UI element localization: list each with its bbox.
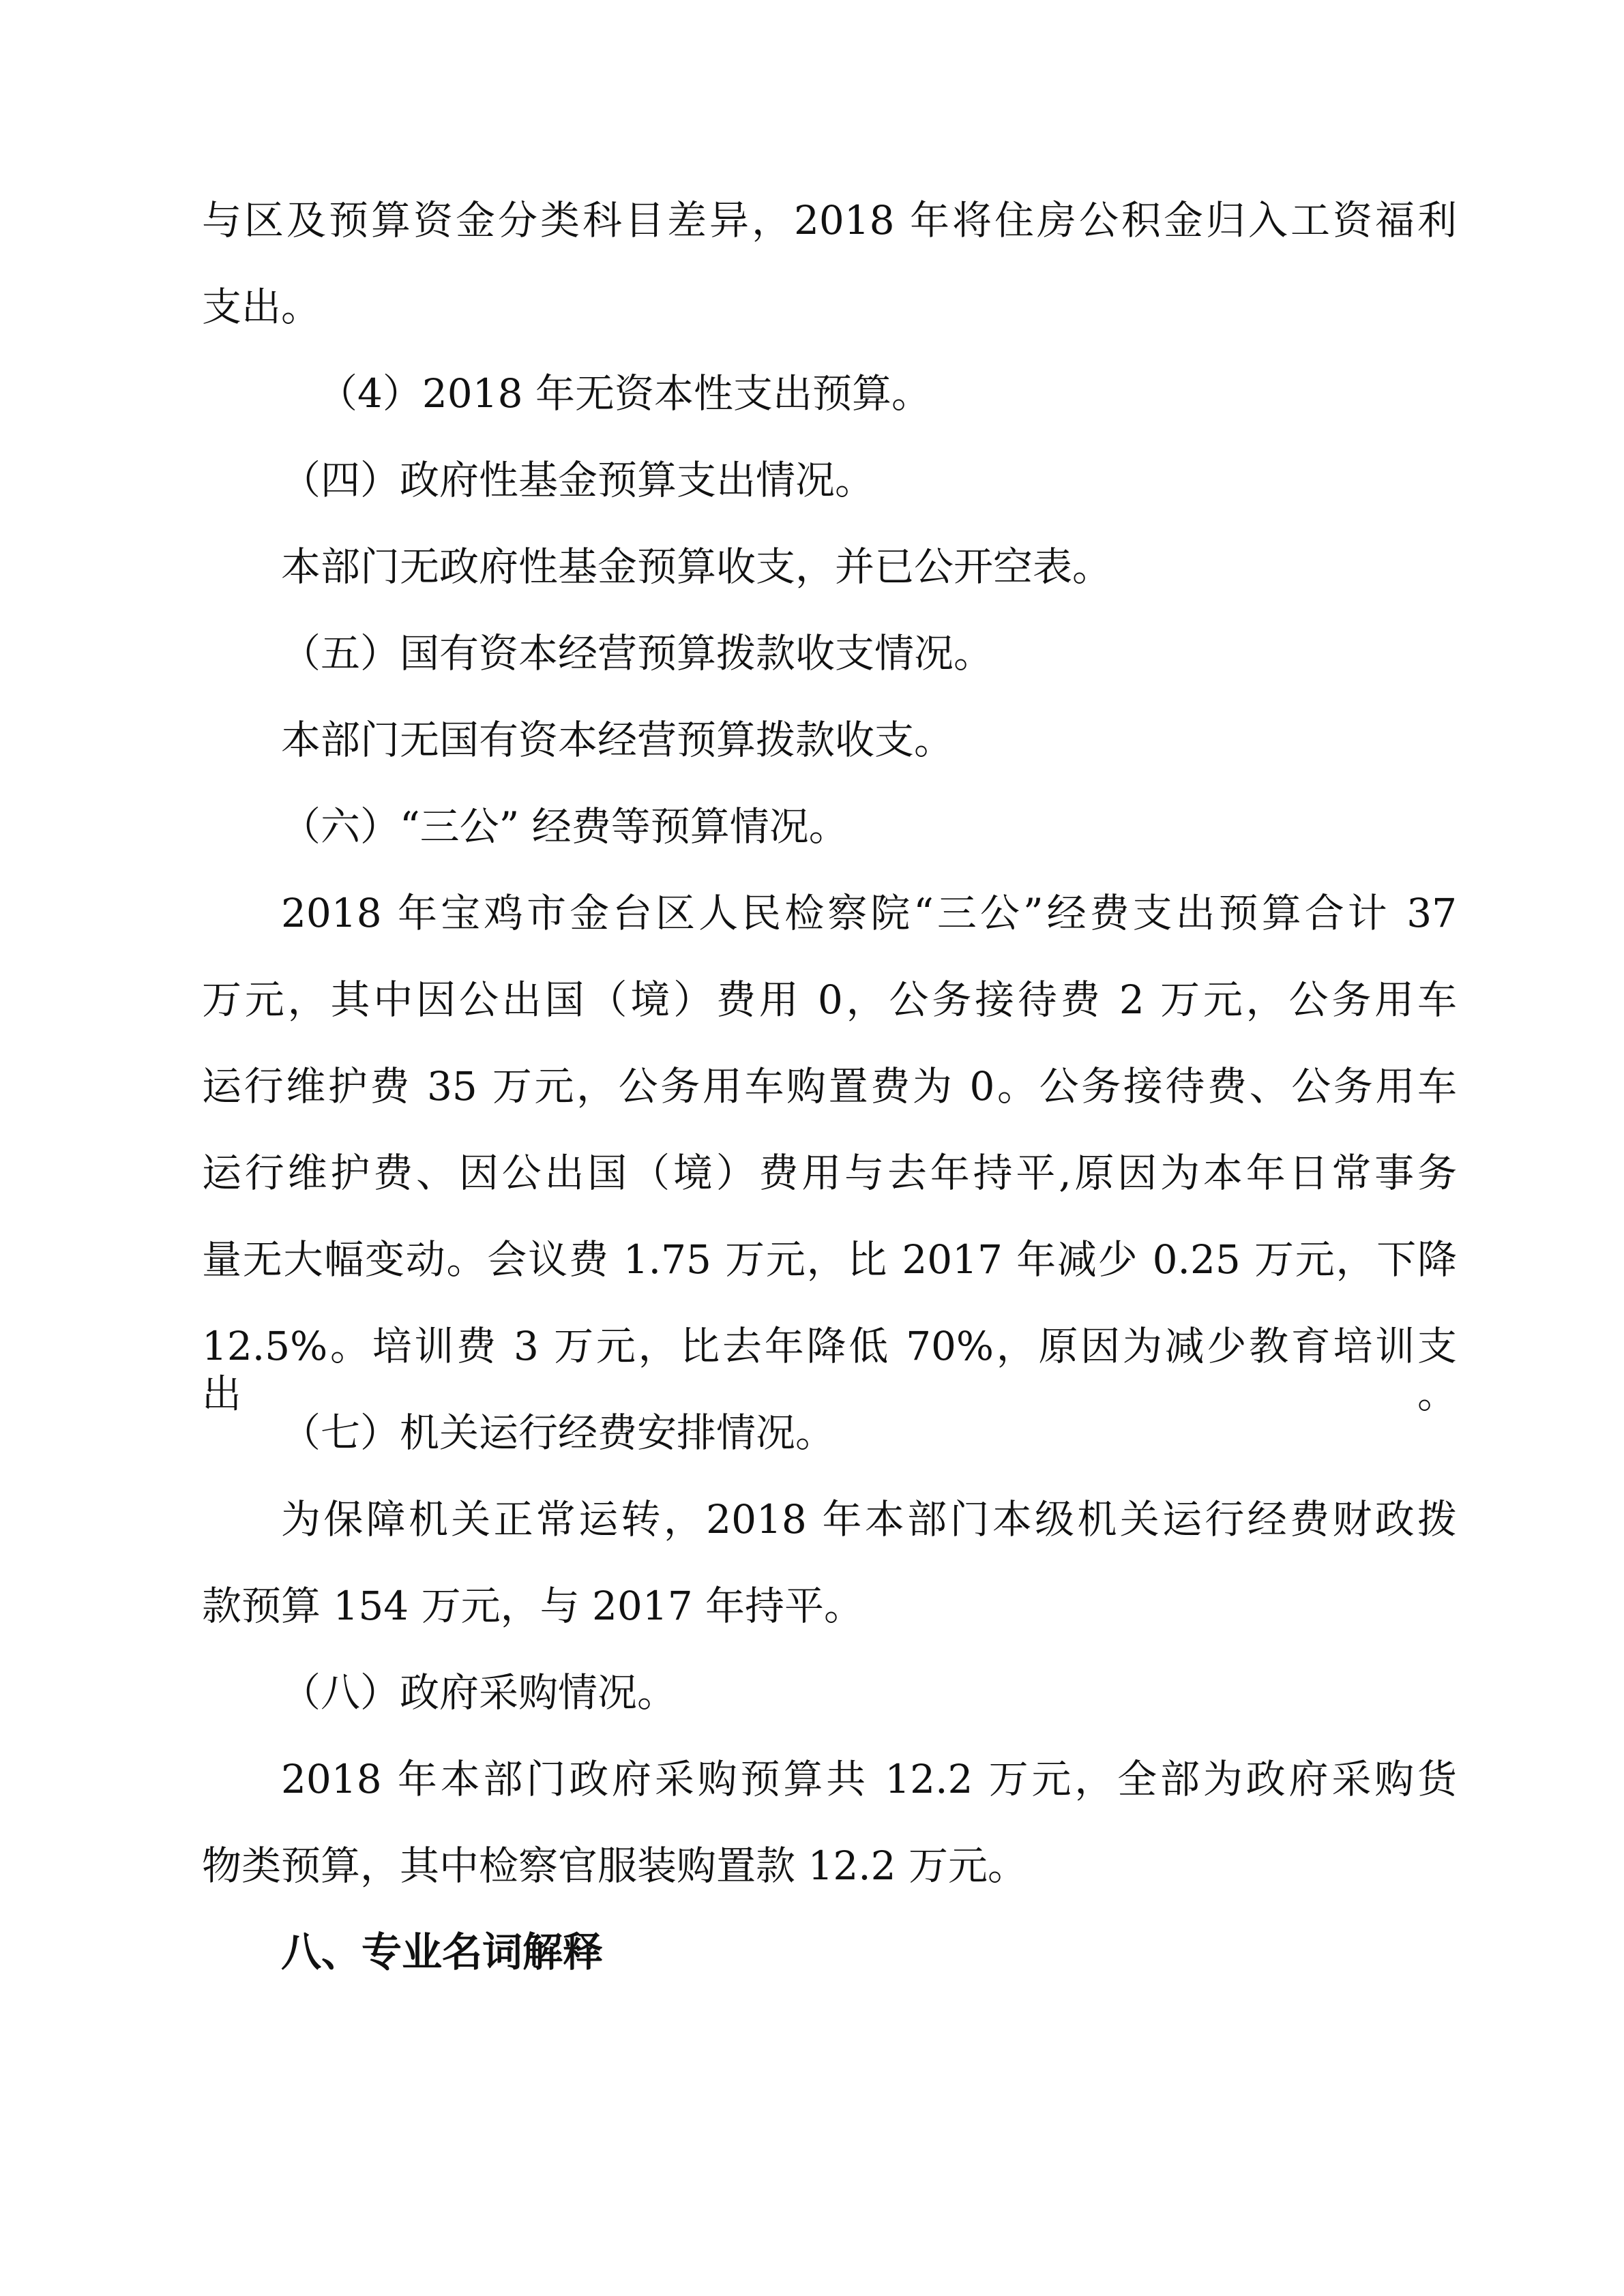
section-subheading: （四）政府性基金预算支出情况。 [281, 457, 875, 503]
section-subheading: （八）政府采购情况。 [281, 1669, 677, 1716]
document-body [202, 196, 1457, 2015]
paragraph-line: 与区及预算资金分类科目差异，2018 年将住房公积金归入工资福利 [202, 197, 1457, 243]
paragraph-line: 万元，其中因公出国（境）费用 0，公务接待费 2 万元，公务用车 [202, 976, 1457, 1023]
paragraph-line: 物类预算，其中检察官服装购置款 12.2 万元。 [202, 1843, 1028, 1889]
paragraph-line: 2018 年宝鸡市金台区人民检察院“三公”经费支出预算合计 37 [281, 890, 1457, 936]
paragraph-line: 运行维护费 35 万元，公务用车购置费为 0。公务接待费、公务用车 [202, 1063, 1457, 1109]
section-subheading: （五）国有资本经营预算拨款收支情况。 [281, 630, 994, 676]
paragraph-line: 本部门无政府性基金预算收支，并已公开空表。 [281, 543, 1112, 590]
paragraph-line: 运行维护费、因公出国（境）费用与去年持平,原因为本年日常事务 [202, 1150, 1457, 1196]
paragraph-line: 12.5%。培训费 3 万元，比去年降低 70%，原因为减少教育培训支出。 [202, 1323, 1457, 1417]
section-heading: 八、专业名词解释 [281, 1928, 604, 1976]
paragraph-line: 支出。 [202, 284, 321, 330]
paragraph-line: 量无大幅变动。会议费 1.75 万元，比 2017 年减少 0.25 万元，下降 [202, 1236, 1457, 1283]
subitem-line: （4）2018 年无资本性支出预算。 [318, 370, 931, 417]
section-subheading: （六）“三公” 经费等预算情况。 [281, 803, 848, 850]
paragraph-line: 为保障机关正常运转，2018 年本部门本级机关运行经费财政拨 [281, 1496, 1457, 1542]
paragraph-line: 款预算 154 万元，与 2017 年持平。 [202, 1583, 864, 1629]
section-subheading: （七）机关运行经费安排情况。 [281, 1410, 836, 1456]
paragraph-line: 本部门无国有资本经营预算拨款收支。 [281, 717, 954, 763]
paragraph-line: 2018 年本部门政府采购预算共 12.2 万元，全部为政府采购货 [281, 1756, 1457, 1802]
